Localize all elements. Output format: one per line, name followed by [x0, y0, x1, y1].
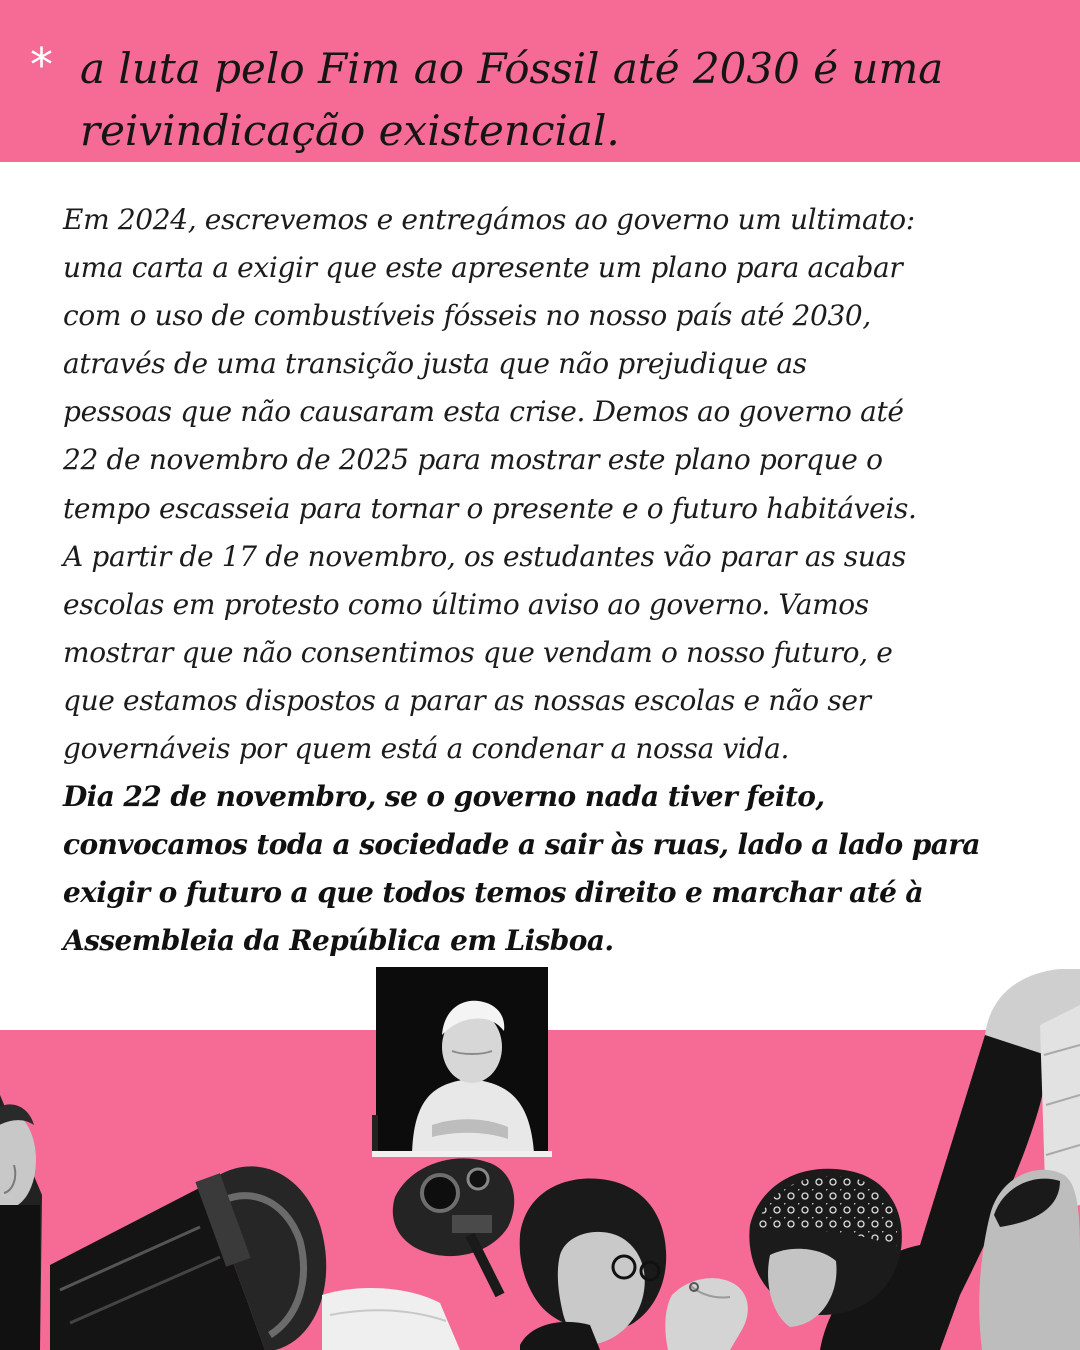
body-line: mostrar que não consentimos que vendam o nosso futuro, e: [63, 635, 893, 669]
body-paragraph: [63, 196, 1048, 966]
headline: [80, 38, 1060, 162]
body-line: que estamos dispostos a parar as nossas escolas e não ser: [63, 683, 871, 717]
call-to-action: [63, 780, 980, 957]
protest-photo-collage: [0, 965, 1080, 1350]
asterisk-icon: *: [30, 38, 53, 92]
portrait-sign-image: [372, 967, 552, 1157]
camera-equipment-image: [393, 1158, 514, 1295]
body-line: governáveis por quem está a condenar a nossa vida.: [63, 732, 790, 766]
body-line: escolas em protesto como último aviso ao governo. Vamos: [63, 587, 869, 621]
body-line: pessoas que não causaram esta crise. Demos ao governo até: [63, 395, 904, 429]
body-line: uma carta a exigir que este apresente um plano para acabar: [63, 251, 903, 285]
cta-line: convocamos toda a sociedade a sair às ruas, lado a lado para: [63, 828, 980, 862]
body-line: com o uso de combustíveis fósseis no nosso país até 2030,: [63, 299, 871, 333]
cta-line: Assembleia da República em Lisboa.: [63, 924, 614, 958]
young-protester-left: [0, 1095, 42, 1350]
protest-banner-fragment: [322, 1288, 460, 1350]
header-banner: [0, 0, 1080, 162]
body-line: Em 2024, escrevemos e entregámos ao governo um ultimato:: [63, 203, 915, 236]
body-line: através de uma transição justa que não prejudique as: [63, 347, 807, 381]
raised-hand-with-ring: [665, 1278, 748, 1350]
cta-line: Dia 22 de novembro, se o governo nada tiver feito,: [63, 780, 825, 814]
body-line: A partir de 17 de novembro, os estudantes vão parar as suas: [63, 539, 906, 573]
body-line: tempo escasseia para tornar o presente e o futuro habitáveis.: [63, 491, 917, 525]
headline-line-1: a luta pelo Fim ao Fóssil até 2030 é uma: [80, 44, 944, 93]
body-line: 22 de novembro de 2025 para mostrar este plano porque o: [63, 443, 883, 477]
megaphone-image: [50, 1166, 326, 1350]
cta-line: exigir o futuro a que todos temos direito e marchar até à: [63, 876, 923, 910]
headline-line-2: reivindicação existencial.: [80, 106, 620, 155]
protester-with-glasses: [520, 1178, 666, 1350]
protest-photo-illustration: [0, 965, 1080, 1350]
